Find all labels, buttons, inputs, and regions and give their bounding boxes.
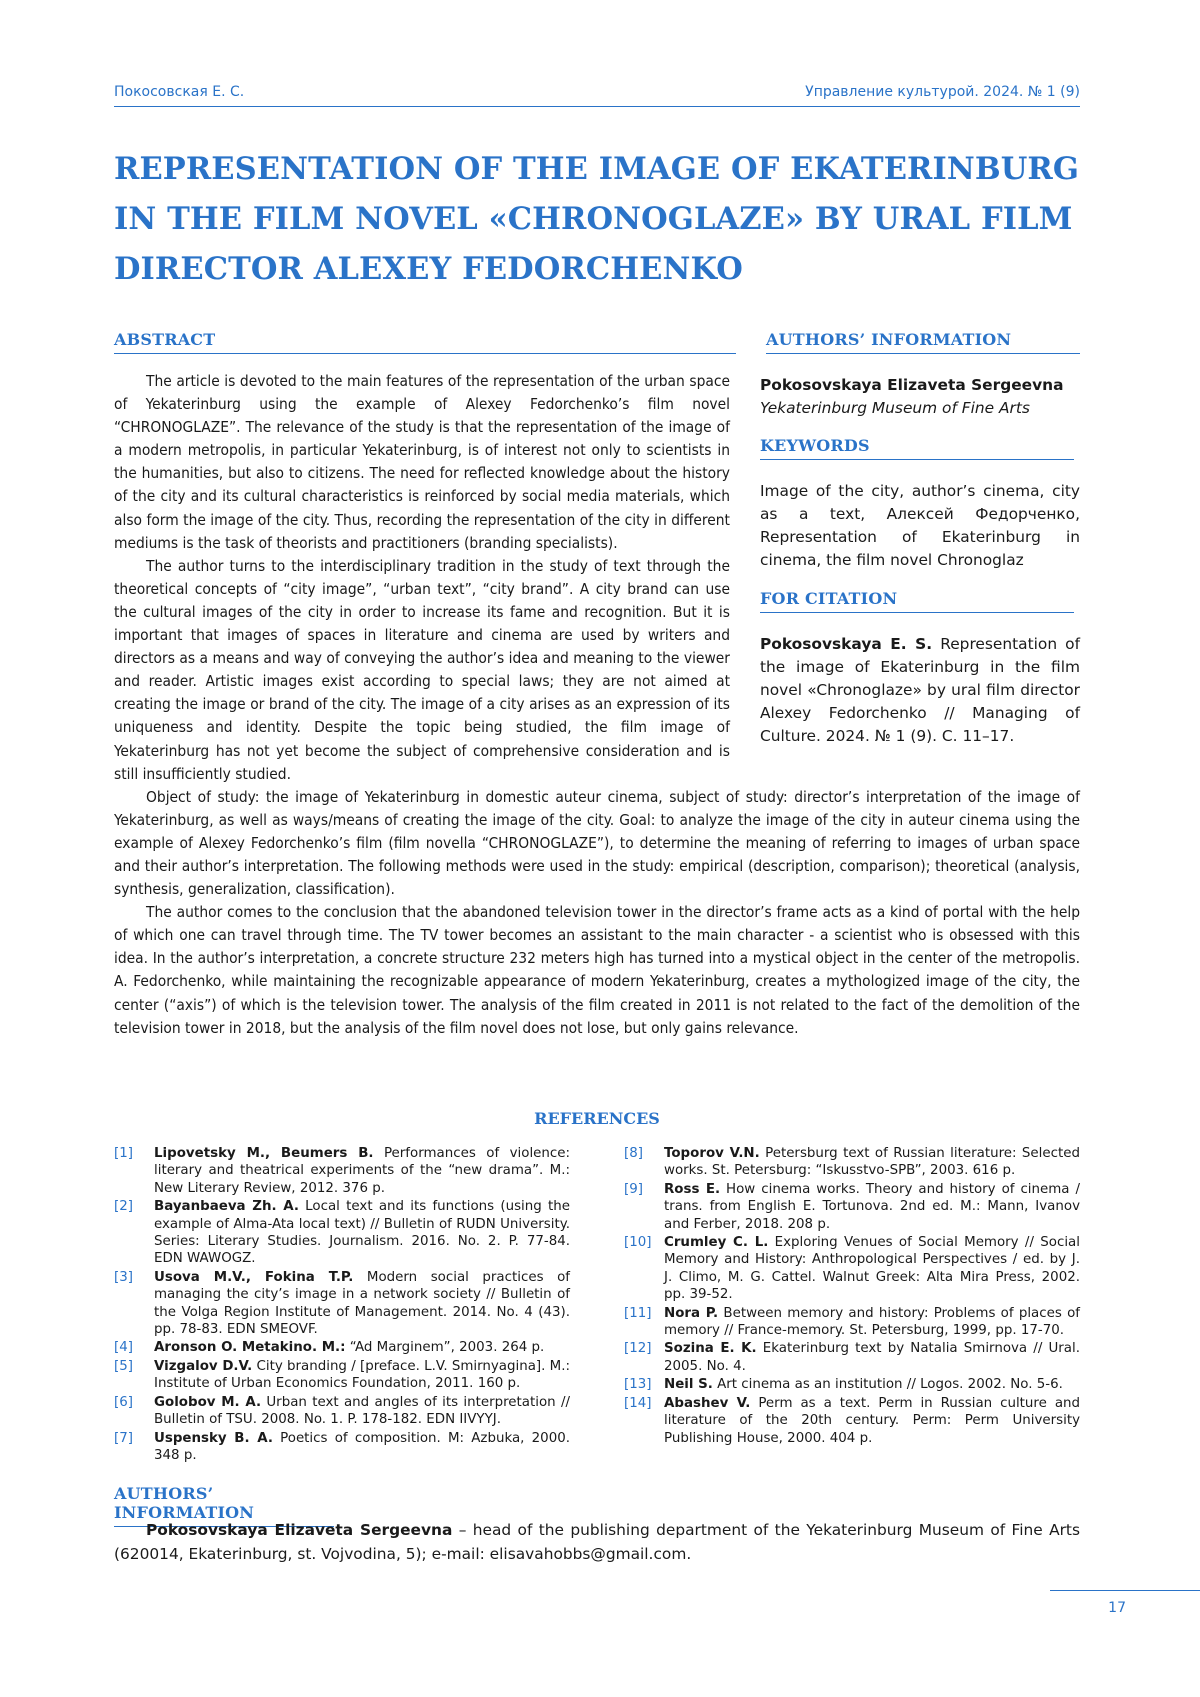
citation-text — [760, 633, 1080, 748]
reference-number: [5] — [114, 1358, 133, 1374]
reference-number: [10] — [624, 1235, 652, 1251]
reference-author: Toporov V.N. — [664, 1146, 760, 1161]
reference-author: Usova M.V., Fokina T.P. — [154, 1269, 354, 1285]
reference-number: [7] — [114, 1430, 133, 1446]
reference-author: Vizgalov D.V. — [154, 1358, 253, 1374]
header-author: Покосовская Е. С. — [114, 84, 245, 100]
reference-author: Abashev V. — [664, 1395, 751, 1411]
reference-text: Exploring Venues of Social Memory // Social Memory and History: Anthropological Perspectives / ed. by J. J. Climo, M. G. Cattel. Walnut Greek: Alta Mira Press, 2002. pp. 39-52. — [664, 1235, 1080, 1303]
author-details: – head of the publishing department of the Yekaterinburg Museum of Fine Arts (620014, Ekaterinburg, st. Vojvodina, 5); e-mail: elisavahobbs@gmail.com. — [114, 1521, 1080, 1563]
reference-item — [114, 1430, 570, 1465]
abstract-section — [114, 370, 1080, 1040]
reference-item — [114, 1145, 570, 1197]
reference-text: Poetics of composition. M: Azbuka, 2000. 348 p. — [154, 1430, 570, 1463]
reference-text: Ekaterinburg text by Natalia Smirnova // Ural. 2005. No. 4. — [664, 1341, 1080, 1374]
sidebar-author-name: Pokosovskaya Elizaveta Sergeevna — [760, 376, 1064, 394]
reference-item — [624, 1376, 1080, 1393]
reference-item — [624, 1305, 1080, 1340]
reference-author: Bayanbaeva Zh. A. — [154, 1199, 299, 1215]
abstract-paragraph: Object of study: the image of Yekaterinburg in domestic auteur cinema, subject of study: director’s interpretation of the image of Yekaterinburg, as well as ways/means of creating the image of the city. Goal: to analyze the image of the city in auteur cinema using the example of Alexey Fedorchenko’s film (film novella “CHRONOGLAZE”), to determine the meaning of referring to images of urban space and their author’s interpretation. The following methods were used in the study: empirical (description, comparison); theoretical (analysis, synthesis, generalization, classification). — [114, 787, 1080, 899]
reference-author: Golobov M. A. — [154, 1394, 262, 1410]
keywords-text: Image of the city, author’s cinema, city as a text, Алексей Федорченко, Representation of Ekaterinburg in cinema, the film novel Chronoglaz — [760, 482, 1080, 570]
reference-item — [114, 1339, 570, 1356]
reference-author: Crumley C. L. — [664, 1235, 769, 1251]
reference-author: Neil S. — [664, 1377, 713, 1393]
reference-number: [13] — [624, 1377, 652, 1393]
reference-item — [114, 1269, 570, 1339]
reference-number: [3] — [114, 1269, 133, 1285]
abstract-paragraph: The author comes to the conclusion that the abandoned television tower in the director’s frame acts as a kind of portal with the help of which one can travel through time. The TV tower becomes an assistant to the main character - a scientist who is obsessed with this idea. In the author’s interpretation, a concrete structure 232 meters high has turned into a mystical object in the center of the metropolis. A. Fedorchenko, while maintaining the recognizable appearance of modern Yekaterinburg, creates a mythologized image of the city, the center (“axis”) of which is the television tower. The analysis of the film created in 2011 is not related to the fact of the demolition of the television tower in 2018, but the analysis of the film novel does not lose, but only gains relevance. — [114, 903, 1080, 1037]
reference-item — [624, 1395, 1080, 1447]
reference-author: Sozina E. K. — [664, 1341, 757, 1357]
references-right-column — [624, 1145, 1080, 1448]
citation-author: Pokosovskaya E. S. — [760, 634, 933, 653]
author-name: Pokosovskaya Elizaveta Sergeevna — [146, 1521, 453, 1539]
reference-author: Lipovetsky M., Beumers B. — [154, 1146, 374, 1161]
article-title: REPRESENTATION OF THE IMAGE OF EKATERINBURG IN THE FILM NOVEL «CHRONOGLAZE» BY URAL FILM DIRECTOR ALEXEY FEDORCHENKO — [114, 151, 1080, 287]
reference-text: Performances of violence: literary and theatrical experiments of the “new drama”. M.: New Literary Review, 2012. 376 p. — [154, 1146, 570, 1196]
reference-number: [9] — [624, 1181, 643, 1197]
footer-rule — [1050, 1590, 1200, 1591]
reference-author: Nora P. — [664, 1305, 719, 1321]
reference-text: “Ad Marginem”, 2003. 264 p. — [345, 1340, 545, 1356]
reference-item — [624, 1145, 1080, 1180]
citation-heading: FOR CITATION — [760, 589, 1074, 613]
reference-number: [14] — [624, 1395, 652, 1411]
reference-number: [8] — [624, 1146, 643, 1161]
reference-item — [114, 1394, 570, 1429]
reference-text: Perm as a text. Perm in Russian culture and literature of the 20th century. Perm: Perm University Publishing House, 2000. 404 p. — [664, 1395, 1081, 1446]
reference-number: [6] — [114, 1394, 133, 1410]
reference-item — [114, 1198, 570, 1268]
references-left-column — [114, 1145, 570, 1465]
running-header — [114, 84, 1080, 107]
reference-text: Petersburg text of Russian literature: Selected works. St. Petersburg: “Iskusstvo-SPB”, 2003. 616 p. — [664, 1146, 1080, 1179]
abstract-heading: ABSTRACT — [114, 330, 736, 354]
reference-item — [624, 1340, 1080, 1375]
authors-info-heading: AUTHORS’ INFORMATION — [766, 330, 1080, 354]
keywords-heading: KEYWORDS — [760, 436, 1074, 460]
reference-text: Art cinema as an institution // Logos. 2002. No. 5-6. — [712, 1377, 1063, 1393]
abstract-paragraph: The author turns to the interdisciplinary tradition in the study of text through the theoretical concepts of “city image”, “urban text”, “city brand”. A city brand can use the cultural images of the city in order to increase its fame and recognition. But it is important that images of spaces in literature and cinema are used by writers and directors as a means and way of conveying the author’s idea and meaning to the viewer and reader. Artistic images exist according to special laws; they are not aimed at creating the image or brand of the city. The image of a city arises as an expression of its uniqueness and identity. Despite the topic being studied, the film image of Yekaterinburg has not yet become the subject of comprehensive consideration and is still insufficiently studied. — [114, 556, 730, 783]
authors-info-bottom — [114, 1518, 1080, 1566]
header-journal: Управление культурой. 2024. № 1 (9) — [805, 84, 1080, 100]
reference-author: Ross E. — [664, 1181, 721, 1197]
reference-number: [12] — [624, 1341, 652, 1357]
reference-text: Local text and its functions (using the example of Alma-Ata local text) // Bulletin of RUDN University. Series: Literary Studies. Journalism. 2016. No. 2. P. 77-84. EDN WAWOGZ. — [154, 1199, 570, 1267]
reference-number: [4] — [114, 1340, 133, 1356]
reference-text: City branding / [preface. L.V. Smirnyagina]. M.: Institute of Urban Economics Foundation, 2011. 160 p. — [154, 1358, 570, 1392]
references-heading: REFERENCES — [534, 1109, 660, 1128]
reference-number: [1] — [114, 1146, 133, 1161]
citation-body: Representation of the image of Ekaterinburg in the film novel «Chronoglaze» by ural film director Alexey Fedorchenko // Managing of Culture. 2024. № 1 (9). С. 11–17. — [760, 634, 1080, 745]
reference-text: Between memory and history: Problems of places of memory // France-memory. St. Petersburg, 1999, pp. 17-70. — [664, 1305, 1080, 1339]
authors-info-bottom-heading: AUTHORS’ INFORMATION — [114, 1484, 334, 1527]
reference-number: [11] — [624, 1305, 652, 1321]
reference-item — [114, 1358, 570, 1393]
page-number: 17 — [1108, 1600, 1126, 1616]
abstract-paragraph: The article is devoted to the main features of the representation of the urban space of Yekaterinburg using the example of Alexey Fedorchenko’s film novel “CHRONOGLAZE”. The relevance of the study is that the representation of the image of a modern metropolis, in particular Yekaterinburg, is of interest not only to scientists in the humanities, but also to citizens. The need for reflected knowledge about the history of the city and its cultural characteristics is reinforced by social media materials, which also form the image of the city. Thus, recording the representation of the city in different mediums is the task of theorists and practitioners (branding specialists). — [114, 372, 730, 552]
reference-text: How cinema works. Theory and history of cinema / trans. from English E. Tortunova. 2nd ed. M.: Mann, Ivanov and Ferber, 2018. 208 p. — [664, 1181, 1080, 1232]
reference-item — [624, 1181, 1080, 1233]
sidebar-author-affiliation: Yekaterinburg Museum of Fine Arts — [760, 399, 1030, 418]
reference-text: Urban text and angles of its interpretation // Bulletin of TSU. 2008. No. 1. P. 178-182. EDN IIVYYJ. — [154, 1394, 570, 1428]
reference-author: Aronson O. Metakino. M.: — [154, 1340, 346, 1356]
reference-author: Uspensky B. A. — [154, 1430, 273, 1446]
sidebar — [760, 370, 1080, 778]
reference-item — [624, 1234, 1080, 1304]
reference-number: [2] — [114, 1199, 133, 1215]
reference-text: Modern social practices of managing the city’s image in a network society // Bulletin of the Volga Region Institute of Management. 2014. No. 4 (43). pp. 78-83. EDN SMEOVF. — [154, 1269, 570, 1338]
